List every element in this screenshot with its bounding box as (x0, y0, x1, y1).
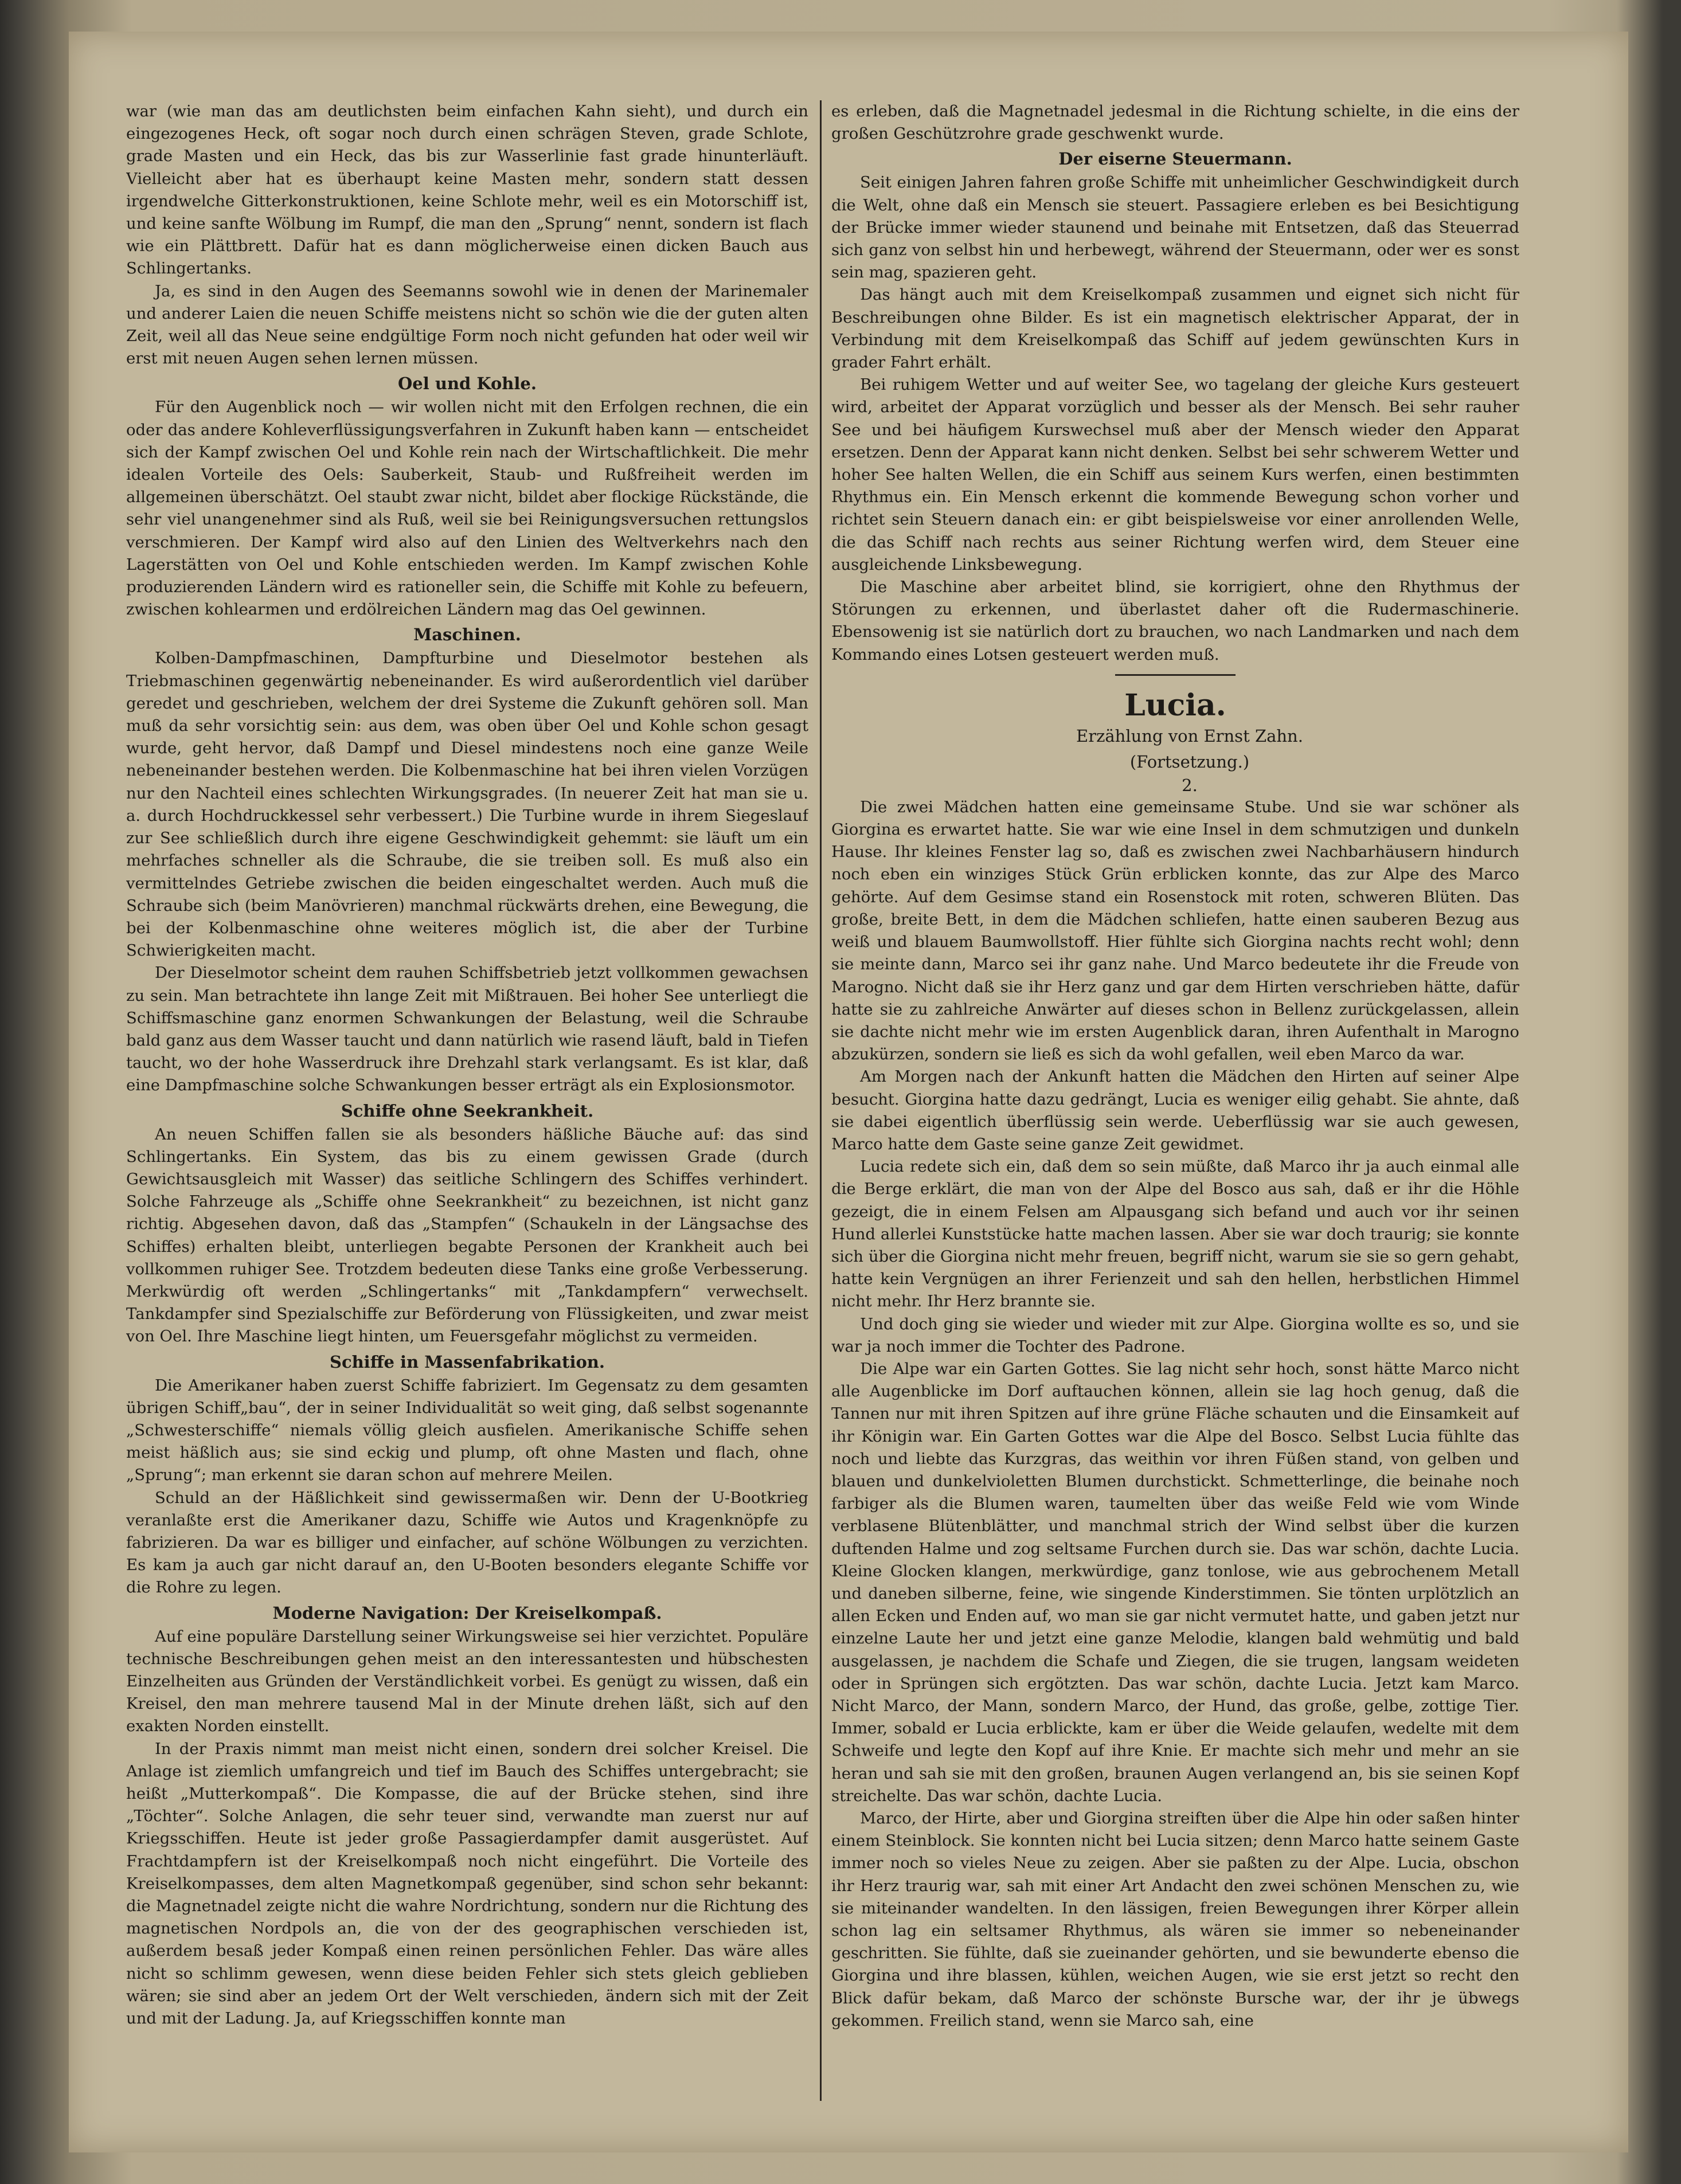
paragraph: Für den Augenblick noch — wir wollen nicht mit den Erfolgen rechnen, die ein oder das andere Kohleverflüssigungsverfahren in Zukunft haben kann — entscheidet sich der Kampf zwischen Oel und Kohle rein nach der Wirtschaftlichkeit. Die mehr idealen Vorteile des Oels: Sauberkeit, Staub- und Rußfreiheit werden im allgemeinen überschätzt. Oel staubt zwar nicht, bildet aber flockige Rückstände, die sehr viel unangenehmer sind als Ruß, weil sie bei Reinigungsversuchen rettungslos verschmieren. Der Kampf wird also auf den Linien des Weltverkehrs nach den Lagerstätten von Oel und Kohle entschieden werden. Im Kampf zwischen Kohle produzierenden Ländern wird es rationeller sein, die Schiffe mit Kohle zu befeuern, zwischen kohlearmen und erdölreichen Ländern mag das Oel gewinnen. (126, 398, 808, 619)
paragraph: Die Alpe war ein Garten Gottes. Sie lag nicht sehr hoch, sonst hätte Marco nicht alle Augenblicke im Dorf auftauchen können, allein sie lag hoch genug, daß die Tannen nur mit ihren Spitzen auf ihre grüne Fläche schauten und die Einsamkeit auf ihr Königin war. Ein Garten Gottes war die Alpe del Bosco. Selbst Lucia fühlte das noch und liebte das Kurzgras, das weithin vor ihren Füßen stand, von gelben und blauen und dunkelvioletten Blumen durchstickt. Schmetterlinge, die beinahe noch farbiger als die Blumen waren, taumelten über das weiße Feld wie vom Winde verblasene Blütenblätter, und manchmal strich der Wind selbst über die kurzen duftenden Halme und zog seltsame Furchen durch sie. Das war schön, dachte Lucia. Kleine Glocken klangen, merkwürdige, ganz tonlose, wie aus gebrochenem Metall und daneben silberne, feine, wie singende Kinderstimmen. Sie tönten urplötzlich an allen Ecken und Enden auf, wo man sie gar nicht vermutet hatte, und gaben jetzt nur einzelne Laute her und jetzt eine ganze Melodie, klangen bald wehmütig und bald ausgelassen, je nachdem die Schafe und Ziegen, die sie trugen, langsam weideten oder in Sprüngen sich ergötzten. Das war schön, dachte Lucia. Jetzt kam Marco. Nicht Marco, der Mann, sondern Marco, der Hund, das große, gelbe, zottige Tier. Immer, sobald er Lucia erblickte, kam er über die Weide gelaufen, wedelte mit dem Schweife und legte den Kopf auf ihre Knie. Er machte sich mehr und mehr an sie heran und sah sie mit den großen, braunen Augen verlangend an, bis sie seinen Kopf streichelte. Das war schön, dachte Lucia. (831, 1359, 1519, 1805)
story-continued-note: (Fortsetzung.) (1129, 752, 1250, 772)
paragraph: Der Dieselmotor scheint dem rauhen Schiffsbetrieb jetzt vollkommen gewachsen zu sein. Man betrachtete ihn lange Zeit mit Mißtrauen. Bei hoher See unterliegt die Schiffsmaschine ganz enormen Schwankungen der Belastung, weil die Schraube bald ganz aus dem Wasser taucht und dann natürlich wie rasend läuft, bald in Tiefen taucht, wo der hohe Wasserdruck ihre Drehzahl stark verlangsamt. Es ist klar, daß eine Dampfmaschine solche Schwankungen besser erträgt als ein Explosionsmotor. (126, 964, 808, 1095)
right-column (831, 100, 1519, 2101)
left-column (126, 100, 808, 2101)
paragraph: Auf eine populäre Darstellung seiner Wirkungsweise sei hier verzichtet. Populäre technische Beschreibungen gehen meist an den interessantesten und hübschesten Einzelheiten aus Gründen der Verständlichkeit vorbei. Es genügt zu wissen, daß ein Kreisel, den man mehrere tausend Mal in der Minute drehen läßt, sich auf den exakten Norden einstellt. (126, 1627, 808, 1736)
paragraph: Das hängt auch mit dem Kreiselkompaß zusammen und eignet sich nicht für Beschreibungen ohne Bilder. Es ist ein magnetisch elektrischer Apparat, der in Verbindung mit dem Kreiselkompaß das Schiff auf jedem gewünschten Kurs in grader Fahrt erhält. (831, 285, 1519, 372)
paragraph: Die Amerikaner haben zuerst Schiffe fabriziert. Im Gegensatz zu dem gesamten übrigen Schiff„bau“, der in seiner Individualität so weit ging, daß selbst sogenannte „Schwesterschiffe“ niemals völlig gleich ausfielen. Amerikanische Schiffe sehen meist häßlich aus; sie sind eckig und plump, oft ohne Masten und flach, ohne „Sprung“; man erkennt sie daran schon auf mehrere Meilen. (126, 1376, 808, 1485)
paragraph: An neuen Schiffen fallen sie als besonders häßliche Bäuche auf: das sind Schlingertanks. Ein System, das bis zu einem gewissen Grade (durch Gewichtsausgleich mit Wasser) das seitliche Schlingern des Schiffes verhindert. Solche Fahrzeuge als „Schiffe ohne Seekrankheit“ zu bezeichnen, ist nicht ganz richtig. Abgesehen davon, daß das „Stampfen“ (Schaukeln in der Längsachse des Schiffes) erhalten bleibt, unterliegen begabte Personen der Krankheit auch bei vollkommen ruhiger See. Trotzdem bedeuten diese Tanks eine große Verbesserung. Merkwürdig oft werden „Schlingertanks“ mit „Tankdampfern“ verwechselt. Tankdampfer sind Spezialschiffe zur Beförderung von Flüssigkeiten, und zwar meist von Oel. Ihre Maschine liegt hinten, um Feuersgefahr möglichst zu vermeiden. (126, 1125, 808, 1346)
story-subtitle: Erzählung von Ernst Zahn. (1076, 726, 1303, 746)
story-separator-rule (1115, 674, 1236, 676)
paragraph: Lucia redete sich ein, daß dem so sein müßte, daß Marco ihr ja auch einmal alle die Berge erklärt, die man von der Alpe del Bosco aus sah, daß er ihr die Höhle gezeigt, die in einem Felsen am Alpausgang sich befand und auch vor ihr seinen Hund allerlei Kunststücke hatte machen lassen. Aber sie war doch traurig; sie konnte sich über die Giorgina nicht mehr freuen, begriff nicht, warum sie sie so gern gehabt, hatte kein Vergnügen an ihrer Ferienzeit und sah den hellen, herbstlichen Himmel nicht mehr. Ihr Herz brannte sie. (831, 1157, 1519, 1311)
paragraph: Kolben-Dampfmaschinen, Dampfturbine und Dieselmotor bestehen als Triebmaschinen gegenwärtig nebeneinander. Es wird außerordentlich viel darüber geredet und geschrieben, welchem der drei Systeme die Zukunft gehören soll. Man muß da sehr vorsichtig sein: aus dem, was oben über Oel und Kohle schon gesagt wurde, geht hervor, daß Dampf und Diesel mindestens noch eine ganze Weile nebeneinander bestehen werden. Die Kolbenmaschine hat bei ihren vielen Vorzügen nur den Nachteil eines schlechten Wirkungsgrades. (In neuerer Zeit hat man sie u. a. durch Hochdruckkessel sehr verbessert.) Die Turbine wurde in ihrem Siegeslauf zur See schließlich durch ihre eigene Geschwindigkeit gehemmt: sie läuft um ein mehrfaches schneller als die Schraube, die sie treiben soll. Es muß also ein vermittelndes Getriebe zwischen die beiden eingeschaltet werden. Auch muß die Schraube sich (beim Manövrieren) manchmal rückwärts drehen, eine Bewegung, die bei der Kolbenmaschine ohne weiteres möglich ist, die aber der Turbine Schwierigkeiten macht. (126, 649, 808, 960)
paragraph: Ja, es sind in den Augen des Seemanns sowohl wie in denen der Marinemaler und anderer Laien die neuen Schiffe meistens nicht so schön wie die der guten alten Zeit, weil all das Neue seine endgültige Form noch nicht gefunden hat oder weil wir erst mit neuen Augen sehen lernen müssen. (126, 281, 808, 368)
section-heading-kreiselkompass: Moderne Navigation: Der Kreiselkompaß. (272, 1603, 662, 1623)
paragraph: es erleben, daß die Magnetnadel jedesmal in die Richtung schielte, in die eins der großen Geschützrohre grade geschwenkt wurde. (831, 102, 1519, 143)
paragraph: Am Morgen nach der Ankunft hatten die Mädchen den Hirten auf seiner Alpe besucht. Giorgina hatte dazu gedrängt, Lucia es weniger eilig gehabt. Sie ahnte, daß sie dabei eigentlich überflüssig sein werde. Ueberflüssig war sie auch gewesen, Marco hatte dem Gaste seine ganze Zeit gewidmet. (831, 1067, 1519, 1153)
paragraph: Und doch ging sie wieder und wieder mit zur Alpe. Giorgina wollte es so, und sie war ja noch immer die Tochter des Padrone. (831, 1314, 1519, 1356)
story-title: Lucia. (1124, 687, 1226, 723)
section-heading-oel-kohle: Oel und Kohle. (398, 374, 537, 394)
paragraph: Bei ruhigem Wetter und auf weiter See, wo tagelang der gleiche Kurs gesteuert wird, arbeitet der Apparat vorzüglich und besser als der Mensch. Bei sehr rauher See und bei häufigem Kurswechsel muß aber der Mensch wieder den Apparat ersetzen. Denn der Apparat kann nicht denken. Selbst bei sehr schwerem Wetter und hoher See halten Wellen, die ein Schiff aus seinem Kurs werfen, einen bestimmten Rhythmus ein. Ein Mensch erkennt die kommende Bewegung schon vorher und richtet sein Steuern danach ein: er gibt beispielsweise vor einer anrollenden Welle, die das Schiff nach rechts aus seiner Richtung werfen wird, dem Steuer eine ausgleichende Linksbewegung. (831, 375, 1519, 574)
paragraph: Die Maschine aber arbeitet blind, sie korrigiert, ohne den Rhythmus der Störungen zu erkennen, und überlastet daher oft die Rudermaschinerie. Ebensowenig ist sie natürlich dort zu brauchen, wo nach Landmarken und nach dem Kommando eines Lotsen gesteuert werden muß. (831, 578, 1519, 664)
paragraph: In der Praxis nimmt man meist nicht einen, sondern drei solcher Kreisel. Die Anlage ist ziemlich umfangreich und tief im Bauch des Schiffes untergebracht; sie heißt „Mutterkompaß“. Die Kompasse, die auf der Brücke stehen, sind ihre „Töchter“. Solche Anlagen, die sehr teuer sind, verwandte man zuerst nur auf Kriegsschiffen. Heute ist jeder große Passagierdampfer damit ausgerüstet. Auf Frachtdampfern ist der Kreiselkompaß noch nicht eingeführt. Die Vorteile des Kreiselkompasses, dem alten Magnetkompaß gegenüber, sind schon sehr bekannt: die Magnetnadel zeigte nicht die wahre Nordrichtung, sondern nur die Richtung des magnetischen Nordpols an, die von der des geographischen verschieden ist, außerdem besaß jeder Kompaß einen reinen persönlichen Fehler. Das wäre alles nicht so schlimm gewesen, wenn diese beiden Fehler sich stets gleich geblieben wären; sie sind aber an jedem Ort der Welt verschieden, ändern sich mit der Zeit und mit der Ladung. Ja, auf Kriegsschiffen konnte man (126, 1739, 808, 2028)
story-chapter-number: 2. (1182, 775, 1198, 795)
paragraph: Marco, der Hirte, aber und Giorgina streiften über die Alpe hin oder saßen hinter einem Steinblock. Sie konnten nicht bei Lucia sitzen; denn Marco hatte seinem Gaste immer noch so vieles Neue zu zeigen. Aber sie paßten zu der Alpe. Lucia, obschon ihr Herz traurig war, sah mit einer Art Andacht den zwei schönen Menschen zu, wie sie miteinander wandelten. In den lässigen, freien Bewegungen ihrer Körper allein schon lag ein seltsamer Rhythmus, als wären sie immer so nebeneinander geschritten. Sie fühlte, daß sie zueinander gehörten, und sie bewunderte ebenso die Giorgina und ihre blassen, kühlen, weichen Augen, wie sie erst jetzt so recht den Blick dafür bekam, daß Marco der schönste Bursche war, der ihr je übwegs gekommen. Freilich stand, wenn sie Marco sah, eine (831, 1809, 1519, 2030)
section-heading-seekrankheit: Schiffe ohne Seekrankheit. (341, 1101, 594, 1121)
paragraph: Die zwei Mädchen hatten eine gemeinsame Stube. Und sie war schöner als Giorgina es erwartet hatte. Sie war wie eine Insel in dem schmutzigen und dunkeln Hause. Ihr kleines Fenster lag so, daß es zwischen zwei Nachbarhäusern hindurch noch eben ein winziges Stück Grün erblicken konnte, das zur Alpe des Marco gehörte. Auf dem Gesimse stand ein Rosenstock mit roten, schweren Blüten. Das große, breite Bett, in dem die Mädchen schliefen, hatte einen sauberen Bezug aus weiß und blauem Baumwollstoff. Hier fühlte sich Giorgina nachts recht wohl; denn sie meinte dann, Marco sei ihr ganz nahe. Und Marco bedeutete ihr die Freude von Marogno. Nicht daß sie ihr Herz ganz und gar dem Hirten verschrieben hätte, dafür hatte sie zu zahlreiche Anwärter auf dieses schon in Bellenz zurückgelassen, allein sie dachte nicht mehr wie im ersten Augenblick daran, ihren Aufenthalt in Marogno abzukürzen, sondern sie ließ es sich da wohl gefallen, weil eben Marco da war. (831, 797, 1519, 1064)
paragraph: Seit einigen Jahren fahren große Schiffe mit unheimlicher Geschwindigkeit durch die Welt, ohne daß ein Mensch sie steuert. Passagiere erleben es bei Besichtigung der Brücke immer wieder staunend und beinahe mit Entsetzen, daß das Steuerrad sich ganz von selbst hin und herbewegt, während der Steuermann, oder wer es sonst sein mag, spazieren geht. (831, 173, 1519, 282)
paragraph: Schuld an der Häßlichkeit sind gewissermaßen wir. Denn der U-Bootkrieg veranlaßte erst die Amerikaner dazu, Schiffe wie Autos und Kragenknöpfe zu fabrizieren. Da war es billiger und einfacher, auf schöne Wölbungen zu verzichten. Es kam ja auch gar nicht darauf an, den U-Booten besonders elegante Schiffe vor die Rohre zu legen. (126, 1488, 808, 1597)
section-heading-massenfabrikation: Schiffe in Massenfabrikation. (330, 1352, 605, 1372)
paragraph: war (wie man das am deutlichsten beim einfachen Kahn sieht), und durch ein eingezogenes Heck, oft sogar noch durch einen schrägen Steven, grade Schlote, grade Masten und ein Heck, das bis zur Wasserlinie fast grade hinunterläuft. Vielleicht aber hat es überhaupt keine Masten mehr, sondern statt dessen irgendwelche Gitterkonstruktionen, keine Schlote mehr, weil es ein Motorschiff ist, und keine sanfte Wölbung im Rumpf, die man den „Sprung“ nennt, sondern ist flach wie ein Plättbrett. Dafür hat es dann möglicherweise einen dicken Bauch aus Schlingertanks. (126, 102, 808, 278)
section-heading-maschinen: Maschinen. (413, 625, 521, 645)
section-heading-steuermann: Der eiserne Steuermann. (1058, 149, 1292, 169)
column-divider (820, 100, 822, 2101)
